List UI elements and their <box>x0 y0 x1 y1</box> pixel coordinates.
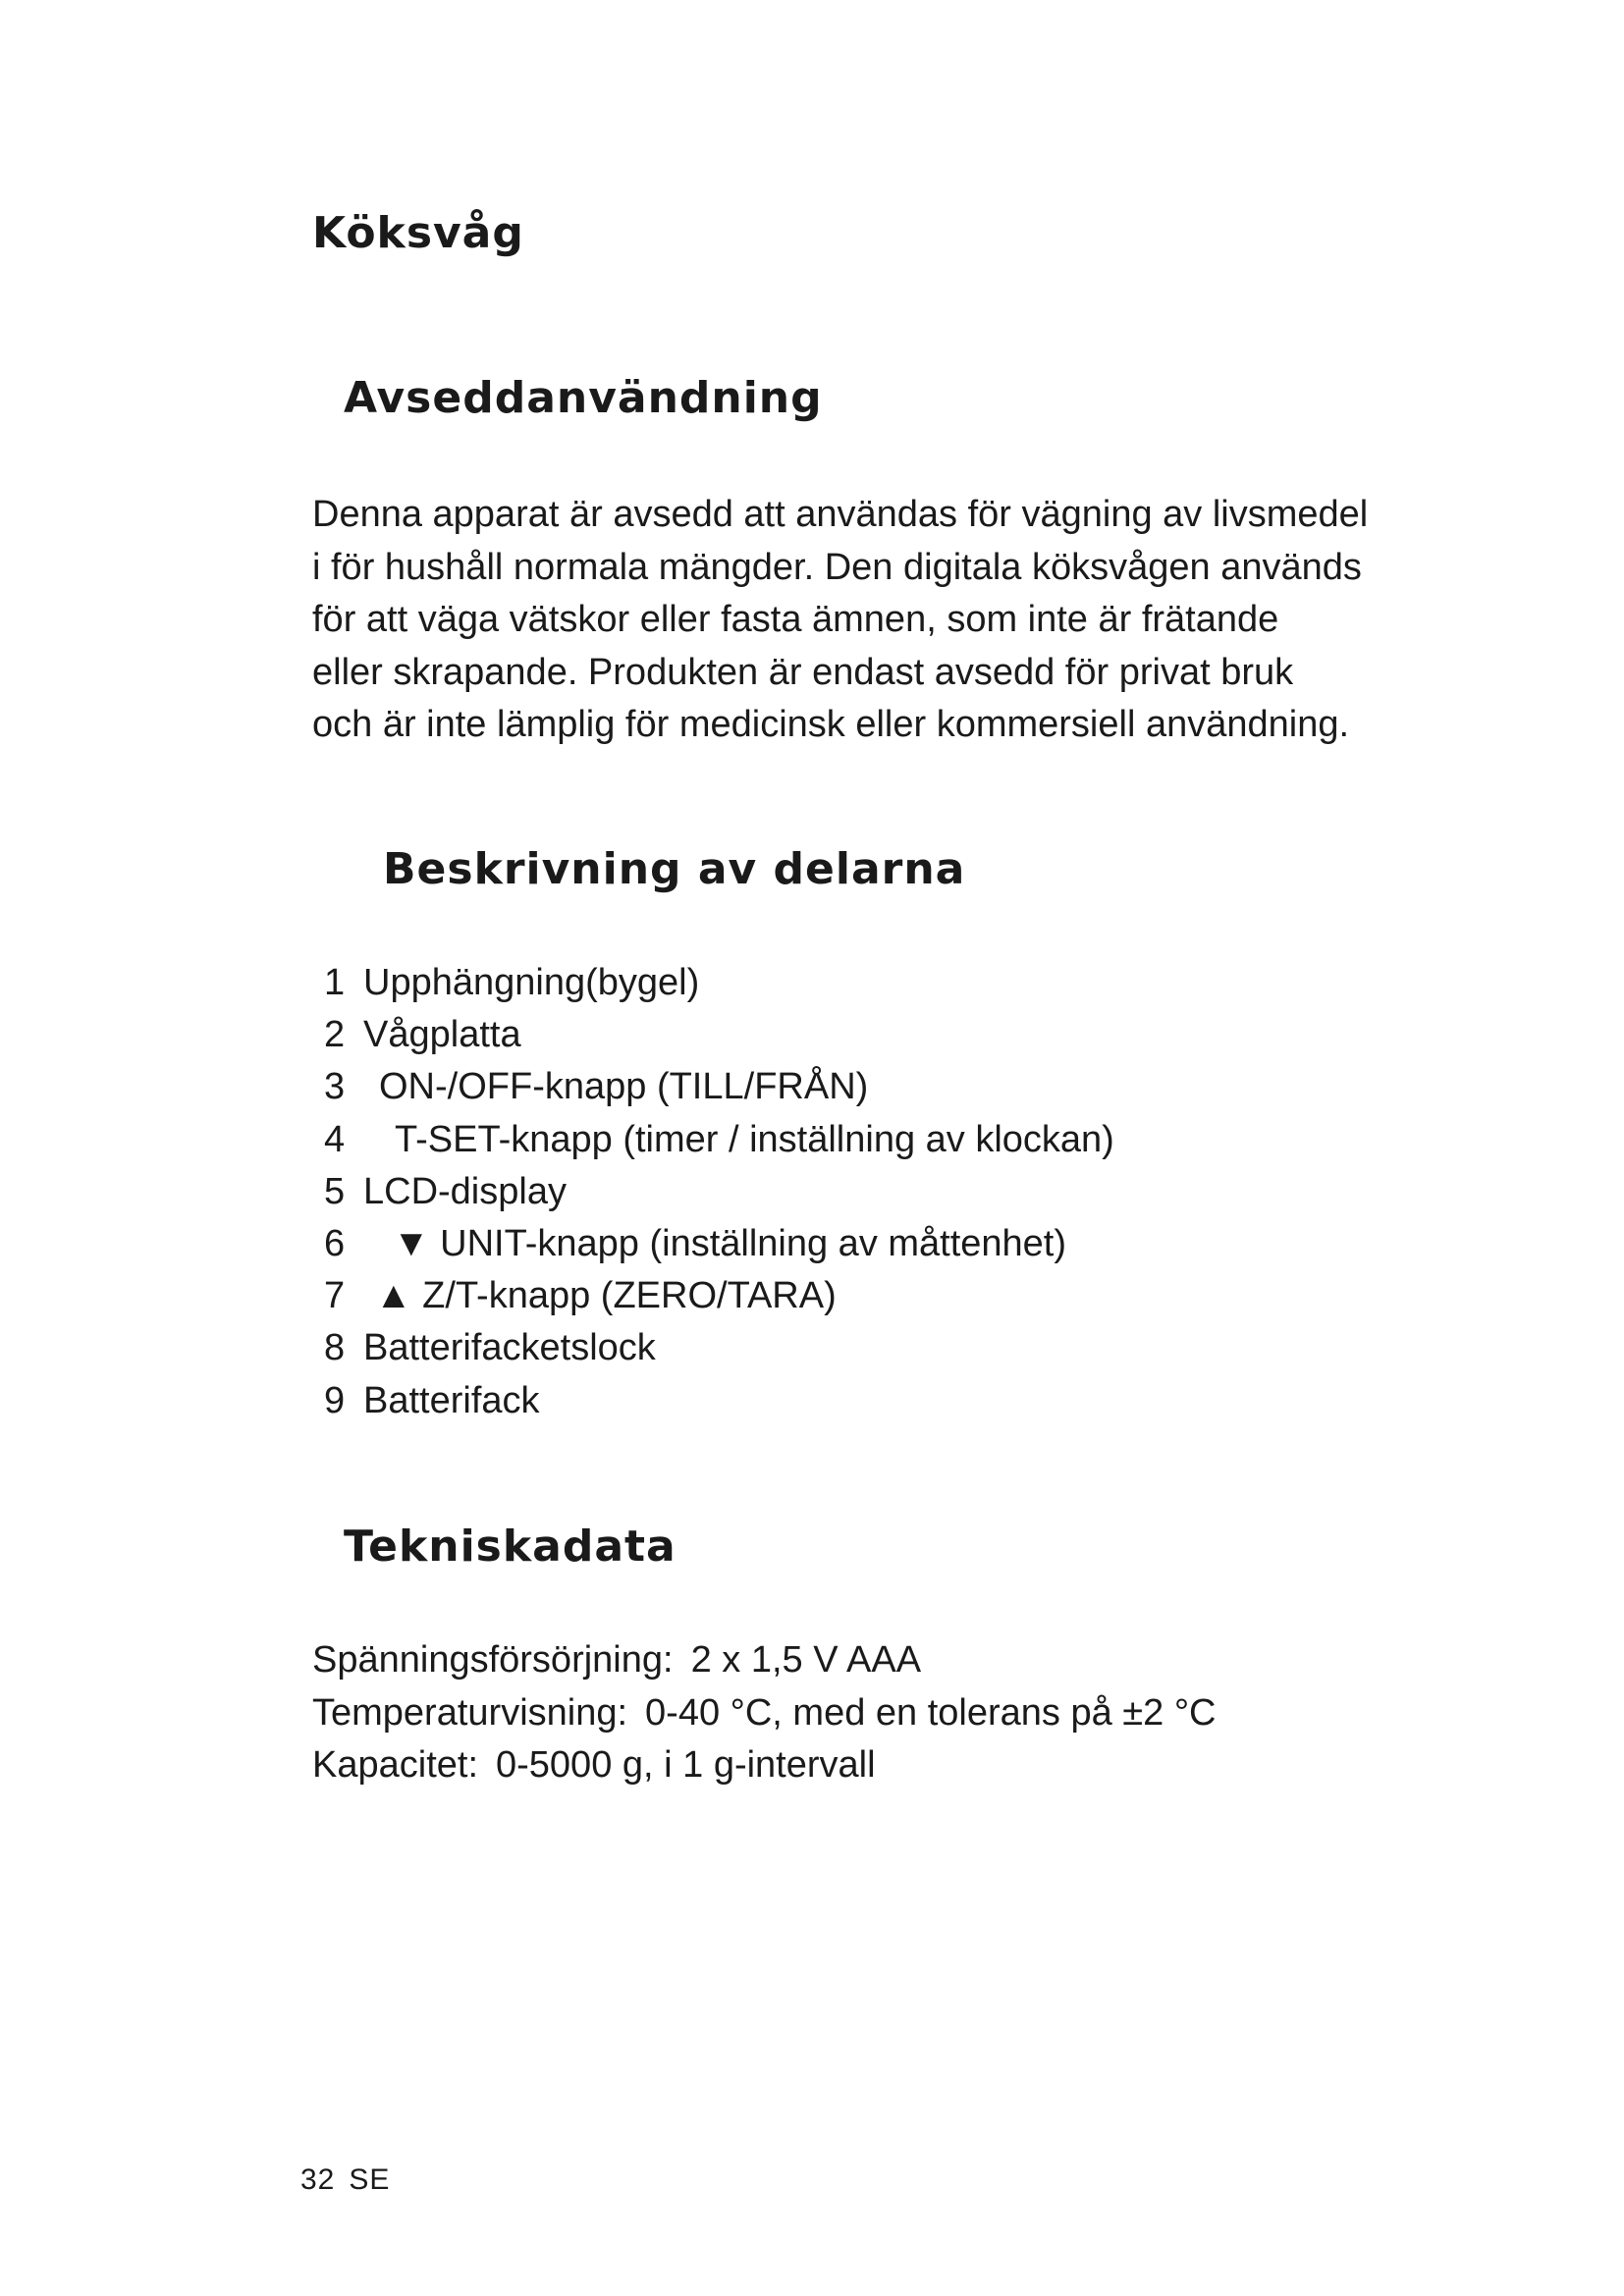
item-text: LCD-display <box>363 1170 567 1212</box>
page-title: Köksvåg <box>312 208 524 258</box>
paragraph-line: i för hushåll normala mängder. Den digitala köksvågen används <box>312 546 1362 588</box>
tech-row-power <box>312 1634 1216 1687</box>
paragraph-line: Denna apparat är avsedd att användas för vägning av livsmedel <box>312 494 1369 535</box>
tech-label: Spänningsförsörjning: <box>312 1639 674 1681</box>
item-text: Vågplatta <box>363 1014 521 1056</box>
item-number: 5 <box>324 1170 346 1212</box>
list-item <box>324 1270 1114 1322</box>
list-item <box>324 957 1114 1009</box>
tech-label: Temperaturvisning: <box>312 1691 628 1734</box>
item-text: Upphängning(bygel) <box>363 962 700 1003</box>
page-number: 32 <box>300 2163 336 2196</box>
list-item <box>324 1166 1114 1218</box>
tech-row-capacity <box>312 1739 1216 1792</box>
item-text: ▲ Z/T-knapp (ZERO/TARA) <box>375 1275 837 1317</box>
list-item <box>324 1218 1114 1270</box>
item-number: 9 <box>324 1379 346 1421</box>
tech-value: 0-40 °C, med en tolerans på ±2 °C <box>645 1691 1217 1734</box>
intended-use-paragraph <box>312 489 1392 752</box>
section-heading-parts: Beskrivning av delarna <box>383 844 966 894</box>
section-heading-intended-use: Avseddanvändning <box>344 373 823 423</box>
item-number: 2 <box>324 1014 346 1056</box>
tech-row-temperature <box>312 1687 1216 1740</box>
page-footer <box>300 2163 390 2197</box>
parts-list <box>324 957 1114 1427</box>
section-heading-technical-data: Tekniskadata <box>344 1522 677 1572</box>
list-item <box>324 1009 1114 1061</box>
item-number: 4 <box>324 1118 346 1160</box>
item-number: 8 <box>324 1327 346 1369</box>
tech-label: Kapacitet: <box>312 1744 478 1786</box>
paragraph-line: eller skrapande. Produkten är endast avsedd för privat bruk <box>312 651 1294 693</box>
technical-data <box>312 1634 1216 1792</box>
item-text: Batterifack <box>363 1379 540 1421</box>
tech-value: 0-5000 g, i 1 g-intervall <box>496 1744 876 1786</box>
item-number: 3 <box>324 1066 346 1108</box>
paragraph-line: och är inte lämplig för medicinsk eller kommersiell användning. <box>312 704 1350 745</box>
list-item <box>324 1114 1114 1166</box>
item-text: Batterifacketslock <box>363 1327 656 1369</box>
list-item <box>324 1061 1114 1113</box>
language-code: SE <box>349 2163 391 2196</box>
item-text: T-SET-knapp (timer / inställning av klockan) <box>395 1118 1114 1160</box>
item-number: 6 <box>324 1223 346 1265</box>
item-text: ▼ UNIT-knapp (inställning av måttenhet) <box>393 1223 1067 1265</box>
item-text: ON-/OFF-knapp (TILL/FRÅN) <box>379 1066 869 1108</box>
item-number: 1 <box>324 962 346 1003</box>
paragraph-line: för att väga vätskor eller fasta ämnen, som inte är frätande <box>312 599 1279 640</box>
tech-value: 2 x 1,5 V AAA <box>690 1639 922 1681</box>
list-item <box>324 1375 1114 1427</box>
item-number: 7 <box>324 1275 346 1317</box>
list-item <box>324 1322 1114 1374</box>
